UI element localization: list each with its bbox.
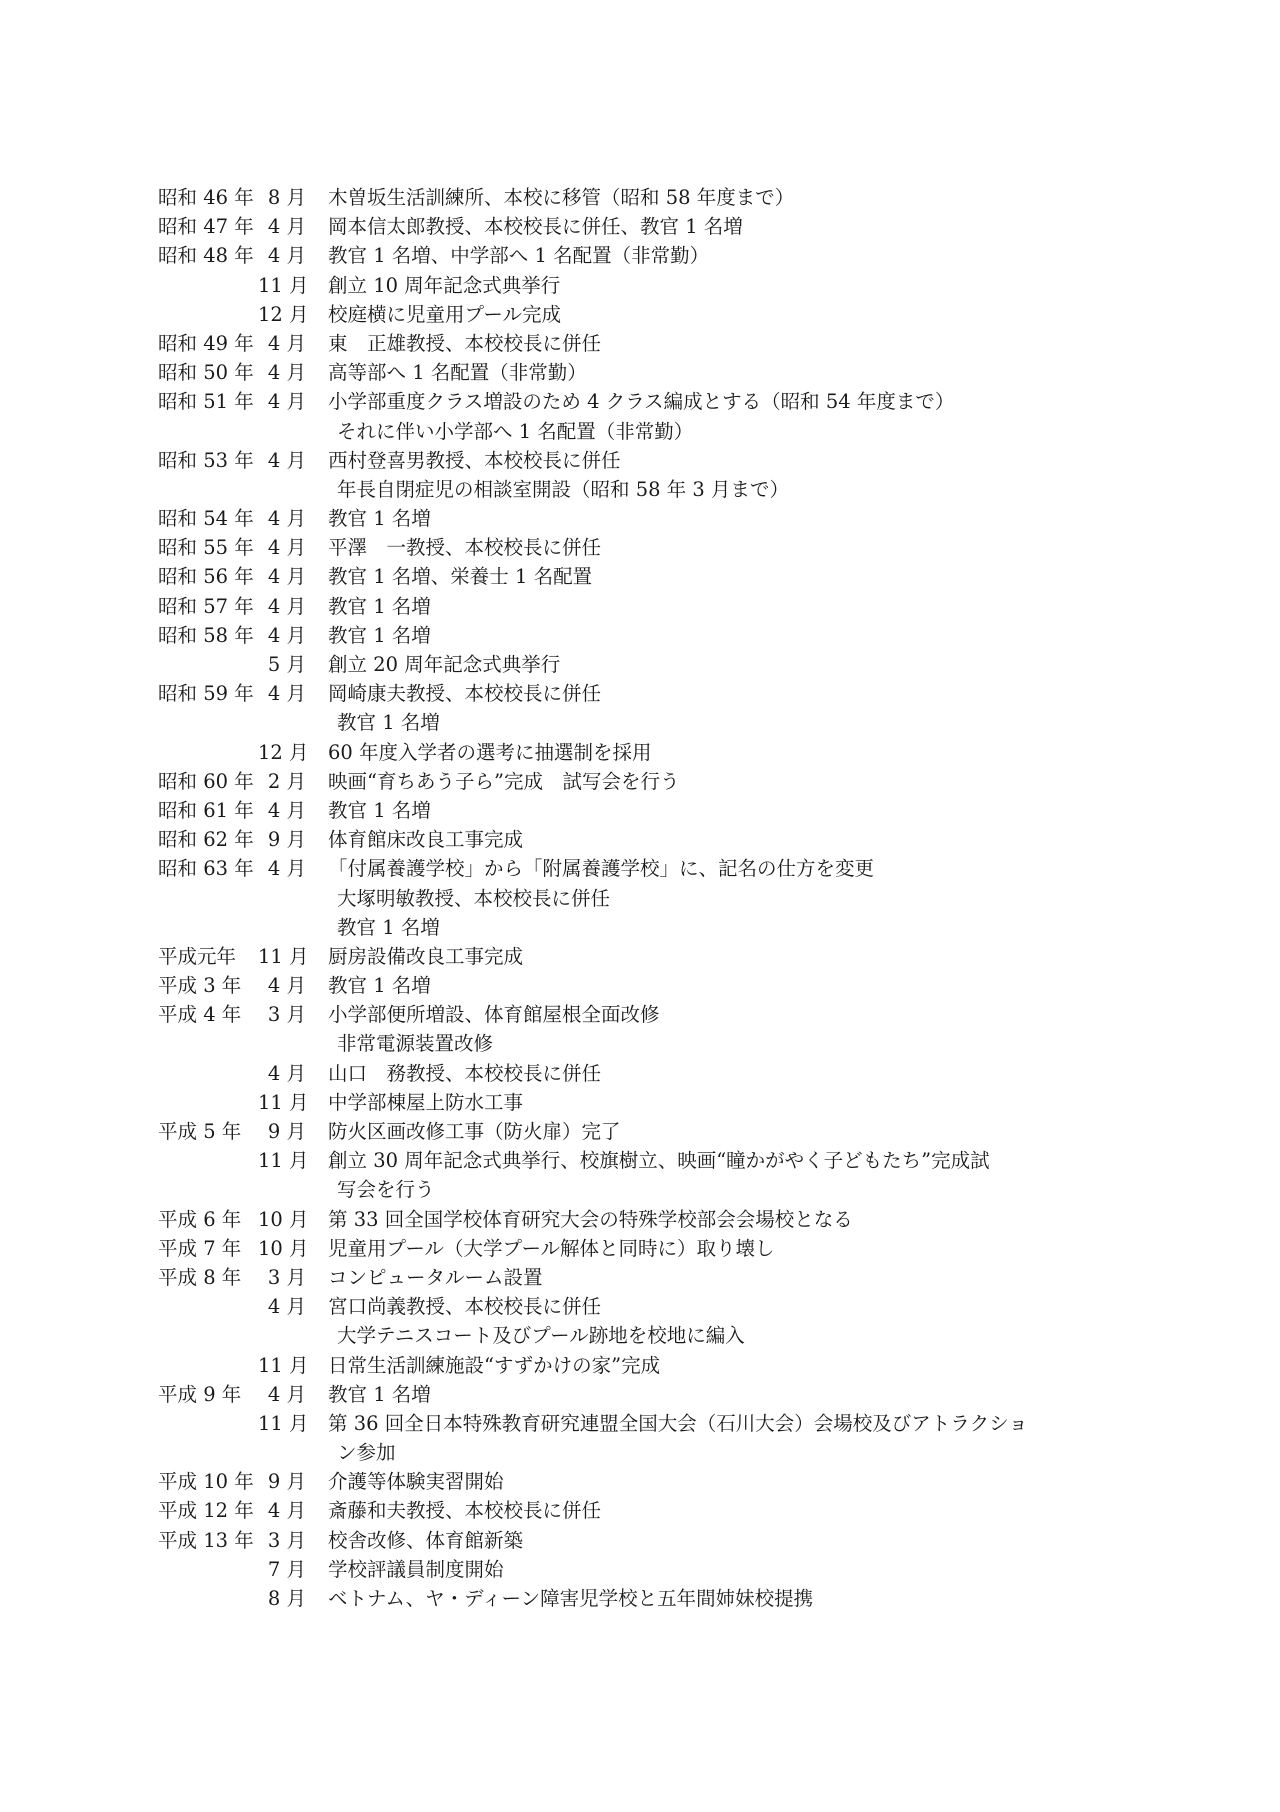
entry-text: 木曽坂生活訓練所、本校に移管（昭和 58 年度まで）	[328, 186, 795, 209]
entry-text: 高等部へ 1 名配置（非常勤）	[328, 361, 587, 385]
entry-month: 11 月	[258, 944, 309, 968]
entry-text: 「付属養護学校」から「附属養護学校」に、記名の仕方を変更	[328, 857, 875, 881]
timeline-entry	[158, 767, 1138, 796]
entry-month: 4 月	[267, 331, 306, 355]
timeline-entry	[158, 1234, 1138, 1263]
entry-month: 4 月	[267, 594, 306, 618]
timeline-entry	[158, 1059, 1138, 1088]
entry-text: 非常電源装置改修	[337, 1032, 494, 1056]
history-timeline	[158, 183, 1138, 1613]
timeline-entry	[158, 1292, 1138, 1321]
timeline-entry	[158, 212, 1138, 241]
timeline-entry	[158, 1496, 1138, 1525]
entry-year: 昭和 49 年	[158, 331, 254, 355]
entry-text: 教官 1 名増	[337, 915, 440, 939]
entry-month: 4 月	[267, 623, 306, 647]
entry-month: 7 月	[267, 1557, 306, 1581]
timeline-entry	[158, 854, 1138, 883]
timeline-entry	[158, 329, 1138, 358]
entry-text: 西村登喜男教授、本校校長に併任	[328, 448, 621, 472]
entry-text: 教官 1 名増、栄養士 1 名配置	[328, 565, 593, 589]
entry-year: 昭和 60 年	[158, 769, 254, 793]
entry-month: 4 月	[267, 390, 306, 414]
timeline-entry	[158, 884, 1138, 913]
entry-year: 昭和 62 年	[158, 828, 254, 852]
timeline-entry	[158, 738, 1138, 767]
timeline-entry	[158, 1409, 1138, 1438]
entry-text: 写会を行う	[337, 1178, 435, 1202]
timeline-entry	[158, 183, 1138, 212]
timeline-entry	[158, 387, 1138, 416]
entry-text: 岡崎康夫教授、本校校長に併任	[328, 682, 602, 706]
entry-year: 平成 10 年	[158, 1470, 254, 1494]
entry-text: 教官 1 名増	[328, 507, 431, 531]
entry-text: 防火区画改修工事（防火扉）完了	[328, 1120, 621, 1143]
entry-text: 教官 1 名増	[328, 594, 431, 618]
timeline-entry	[158, 475, 1138, 504]
entry-year: 昭和 47 年	[158, 215, 254, 239]
entry-month: 4 月	[267, 857, 306, 881]
entry-month: 4 月	[267, 1061, 306, 1085]
entry-text: 中学部棟屋上防水工事	[328, 1090, 524, 1114]
entry-text: 大塚明敏教授、本校校長に併任	[337, 886, 611, 910]
entry-year: 昭和 51 年	[158, 390, 254, 414]
entry-month: 11 月	[258, 1149, 309, 1173]
entry-text: 創立 30 周年記念式典挙行、校旗樹立、映画“瞳かがやく子どもたち”完成試	[328, 1149, 990, 1173]
entry-year: 平成 7 年	[158, 1236, 242, 1260]
entry-month: 11 月	[258, 1411, 309, 1435]
entry-month: 4 月	[267, 1295, 306, 1319]
entry-month: 12 月	[258, 302, 309, 326]
timeline-entry	[158, 1000, 1138, 1029]
entry-text: 教官 1 名増	[328, 1382, 431, 1406]
timeline-entry	[158, 1526, 1138, 1555]
entry-year: 平成 12 年	[158, 1499, 254, 1523]
entry-text: 校舎改修、体育館新築	[328, 1528, 524, 1552]
entry-month: 4 月	[267, 682, 306, 706]
timeline-entry	[158, 1467, 1138, 1496]
entry-text: 平澤 一教授、本校校長に併任	[328, 536, 602, 560]
entry-month: 9 月	[267, 1470, 306, 1494]
entry-month: 3 月	[267, 1003, 306, 1027]
entry-text: 小学部便所増設、体育館屋根全面改修	[328, 1003, 660, 1027]
timeline-entry	[158, 1117, 1138, 1146]
timeline-entry	[158, 913, 1138, 942]
entry-month: 12 月	[258, 740, 309, 764]
entry-text: 厨房設備改良工事完成	[328, 944, 524, 968]
entry-year: 昭和 54 年	[158, 507, 254, 531]
entry-text: 教官 1 名増	[328, 798, 431, 822]
entry-year: 昭和 63 年	[158, 857, 254, 881]
timeline-entry	[158, 971, 1138, 1000]
entry-month: 11 月	[258, 273, 309, 297]
entry-year: 昭和 55 年	[158, 536, 254, 560]
entry-month: 11 月	[258, 1090, 309, 1114]
entry-text: 宮口尚義教授、本校校長に併任	[328, 1295, 602, 1319]
entry-year: 昭和 50 年	[158, 361, 254, 385]
entry-month: 8 月	[267, 1587, 306, 1610]
entry-month: 8 月	[267, 186, 306, 209]
entry-text: 斎藤和夫教授、本校校長に併任	[328, 1499, 602, 1523]
timeline-entry	[158, 358, 1138, 387]
entry-year: 昭和 53 年	[158, 448, 254, 472]
entry-month: 4 月	[267, 536, 306, 560]
timeline-entry	[158, 1175, 1138, 1204]
entry-year: 平成 9 年	[158, 1382, 242, 1406]
entry-month: 4 月	[267, 1382, 306, 1406]
timeline-entry	[158, 1584, 1138, 1613]
timeline-entry	[158, 708, 1138, 737]
entry-month: 11 月	[258, 1353, 309, 1377]
entry-text: 児童用プール（大学プール解体と同時に）取り壊し	[328, 1236, 775, 1260]
entry-text: ン参加	[337, 1441, 396, 1465]
entry-year: 平成 4 年	[158, 1003, 242, 1027]
entry-text: 大学テニスコート及びプール跡地を校地に編入	[337, 1324, 745, 1348]
entry-text: 介護等体験実習開始	[328, 1470, 504, 1494]
entry-text: 年長自閉症児の相談室開設（昭和 58 年 3 月まで）	[337, 477, 790, 501]
entry-year: 昭和 59 年	[158, 682, 254, 706]
timeline-entry	[158, 1380, 1138, 1409]
entry-text: 第 36 回全日本特殊教育研究連盟全国大会（石川大会）会場校及びアトラクショ	[328, 1411, 1028, 1435]
entry-text: 山口 務教授、本校校長に併任	[328, 1061, 602, 1085]
entry-text: 第 33 回全国学校体育研究大会の特殊学校部会会場校となる	[328, 1207, 853, 1231]
timeline-entry	[158, 1029, 1138, 1058]
entry-month: 3 月	[267, 1528, 306, 1552]
entry-text: 映画“育ちあう子ら”完成 試写会を行う	[328, 769, 680, 793]
timeline-entry	[158, 1146, 1138, 1175]
timeline-entry	[158, 504, 1138, 533]
timeline-entry	[158, 271, 1138, 300]
entry-year: 昭和 56 年	[158, 565, 254, 589]
entry-month: 10 月	[258, 1236, 309, 1260]
timeline-entry	[158, 533, 1138, 562]
entry-month: 2 月	[267, 769, 306, 793]
entry-month: 4 月	[267, 361, 306, 385]
entry-year: 平成 3 年	[158, 974, 242, 998]
entry-text: 小学部重度クラス増設のため 4 クラス編成とする（昭和 54 年度まで）	[328, 390, 955, 414]
entry-month: 4 月	[267, 244, 306, 268]
timeline-entry	[158, 1088, 1138, 1117]
timeline-entry	[158, 417, 1138, 446]
timeline-entry	[158, 1351, 1138, 1380]
entry-text: 教官 1 名増	[328, 974, 431, 998]
entry-month: 4 月	[267, 507, 306, 531]
entry-year: 昭和 46 年	[158, 186, 254, 209]
entry-year: 平成 5 年	[158, 1120, 242, 1143]
entry-month: 9 月	[267, 828, 306, 852]
entry-month: 4 月	[267, 798, 306, 822]
entry-month: 5 月	[267, 653, 306, 676]
entry-year: 平成 6 年	[158, 1207, 242, 1231]
entry-month: 4 月	[267, 448, 306, 472]
entry-text: 体育館床改良工事完成	[328, 828, 524, 852]
timeline-entry	[158, 300, 1138, 329]
entry-month: 10 月	[258, 1207, 309, 1231]
entry-text: 教官 1 名増	[328, 623, 431, 647]
timeline-entry	[158, 1555, 1138, 1584]
entry-text: 学校評議員制度開始	[328, 1557, 504, 1581]
entry-month: 9 月	[267, 1120, 306, 1143]
timeline-entry	[158, 796, 1138, 825]
entry-text: 校庭横に児童用プール完成	[328, 302, 562, 326]
entry-text: 教官 1 名増	[337, 711, 440, 735]
entry-year: 平成 13 年	[158, 1528, 254, 1552]
entry-month: 4 月	[267, 215, 306, 239]
timeline-entry	[158, 1438, 1138, 1467]
timeline-entry	[158, 1263, 1138, 1292]
timeline-entry	[158, 562, 1138, 591]
entry-text: 創立 10 周年記念式典挙行	[328, 273, 561, 297]
timeline-entry	[158, 241, 1138, 270]
entry-text: コンピュータルーム設置	[328, 1265, 543, 1289]
entry-text: 創立 20 周年記念式典挙行	[328, 653, 561, 676]
timeline-entry	[158, 650, 1138, 679]
entry-year: 平成元年	[158, 944, 237, 968]
entry-year: 昭和 57 年	[158, 594, 254, 618]
entry-text: 60 年度入学者の選考に抽選制を採用	[328, 740, 652, 764]
entry-month: 4 月	[267, 565, 306, 589]
entry-year: 昭和 48 年	[158, 244, 254, 268]
entry-text: 教官 1 名増、中学部へ 1 名配置（非常勤）	[328, 244, 710, 268]
entry-year: 昭和 58 年	[158, 623, 254, 647]
entry-month: 3 月	[267, 1265, 306, 1289]
timeline-entry	[158, 679, 1138, 708]
entry-text: 岡本信太郎教授、本校校長に併任、教官 1 名増	[328, 215, 743, 239]
entry-year: 昭和 61 年	[158, 798, 254, 822]
timeline-entry	[158, 1205, 1138, 1234]
entry-text: 東 正雄教授、本校校長に併任	[328, 331, 602, 355]
entry-month: 4 月	[267, 974, 306, 998]
timeline-entry	[158, 446, 1138, 475]
timeline-entry	[158, 825, 1138, 854]
entry-year: 平成 8 年	[158, 1265, 242, 1289]
timeline-entry	[158, 1321, 1138, 1350]
entry-month: 4 月	[267, 1499, 306, 1523]
timeline-entry	[158, 592, 1138, 621]
entry-text: それに伴い小学部へ 1 名配置（非常勤）	[337, 419, 694, 443]
entry-text: 日常生活訓練施設“すずかけの家”完成	[328, 1353, 661, 1377]
timeline-entry	[158, 621, 1138, 650]
entry-text: ベトナム、ヤ・ディーン障害児学校と五年間姉妹校提携	[328, 1587, 814, 1610]
timeline-entry	[158, 942, 1138, 971]
